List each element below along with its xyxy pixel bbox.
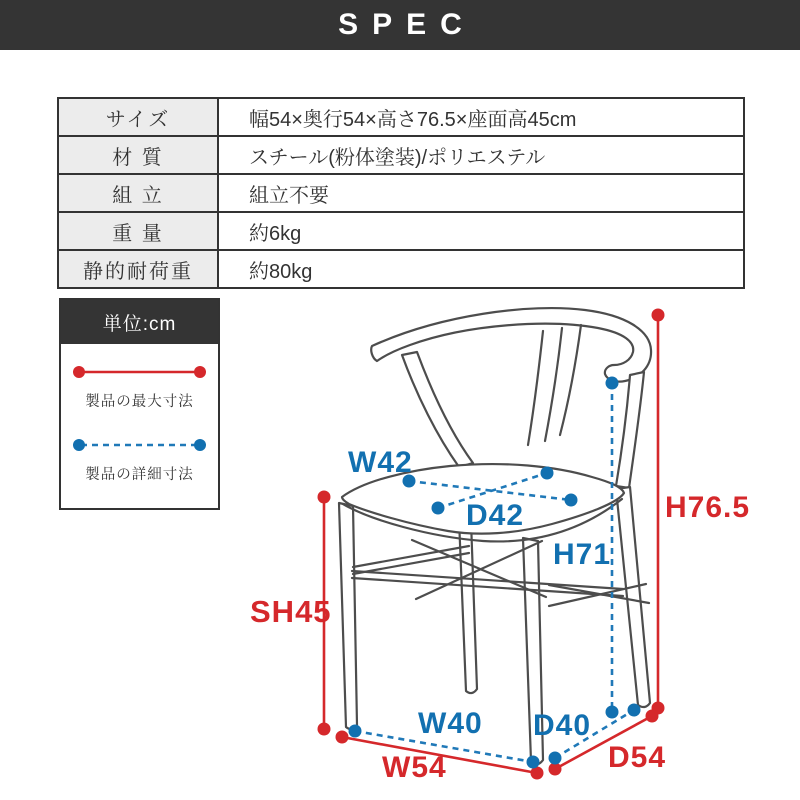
spec-row-value: 組立不要 (218, 174, 744, 212)
dim-label-h76-5: H76.5 (665, 491, 751, 524)
dim-label-d54: D54 (608, 741, 667, 774)
dim-label-sh45: SH45 (250, 594, 332, 629)
spec-row-label: 組 立 (58, 174, 218, 212)
dim-label-d42: D42 (466, 499, 525, 532)
spec-row-label: サイズ (58, 98, 218, 136)
unit-legend-title: 単位:cm (61, 300, 218, 344)
spec-title: SPEC (338, 8, 476, 41)
dim-label-h71: H71 (553, 538, 612, 571)
dim-label-d40: D40 (533, 709, 592, 742)
spec-row-label: 静的耐荷重 (58, 250, 218, 288)
spec-row-value: 幅54×奥行54×高さ76.5×座面高45cm (218, 98, 744, 136)
spec-row-label: 重 量 (58, 212, 218, 250)
chair-drawing (339, 308, 651, 764)
dim-label-w54: W54 (382, 751, 447, 784)
detail-dimension-label: 製品の詳細寸法 (85, 467, 194, 483)
spec-row-value: スチール(粉体塗装)/ポリエステル (218, 136, 744, 174)
dim-label-w42: W42 (348, 446, 413, 479)
spec-row-label: 材 質 (58, 136, 218, 174)
spec-row-value: 約80kg (218, 250, 744, 288)
dim-label-w40: W40 (418, 707, 483, 740)
max-dimension-label: 製品の最大寸法 (85, 394, 194, 410)
detail-dimension-lines (349, 377, 641, 769)
spec-row-value: 約6kg (218, 212, 744, 250)
